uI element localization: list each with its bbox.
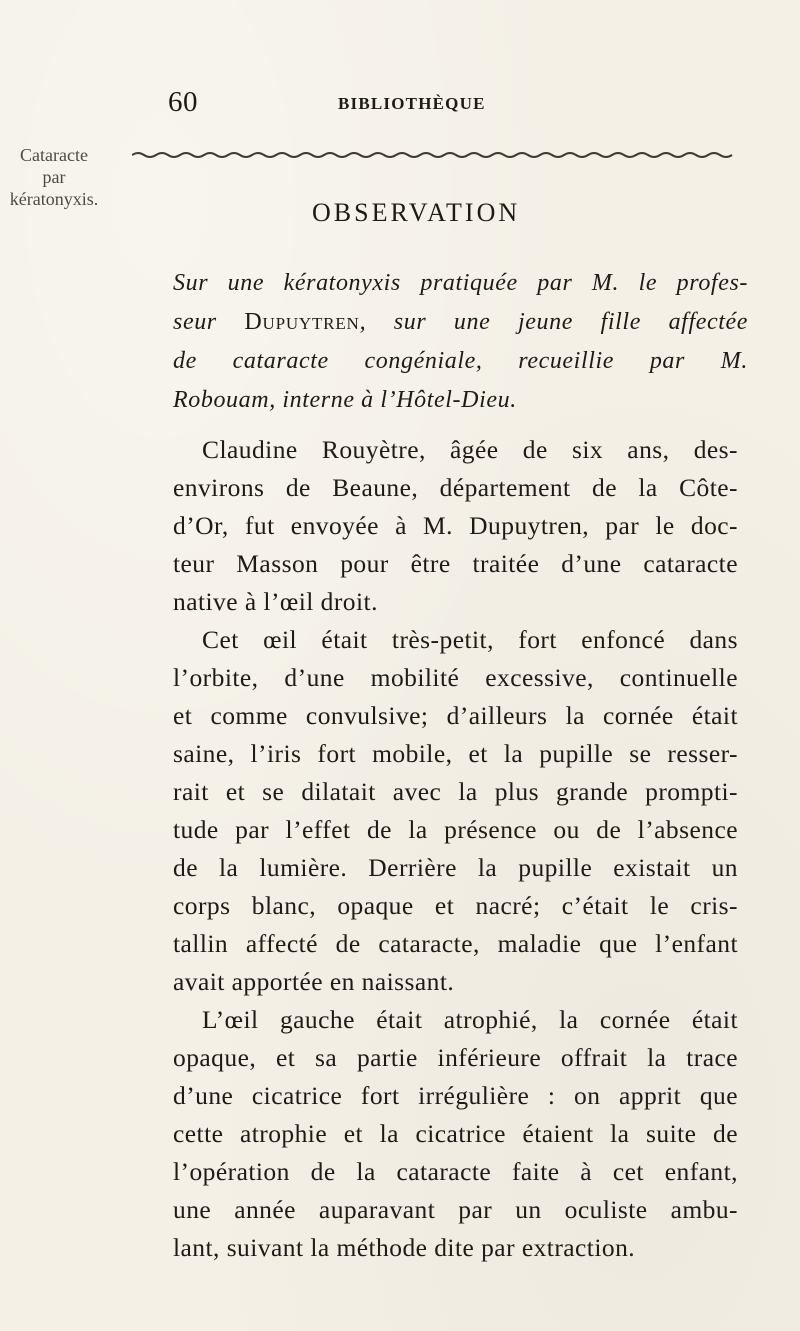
body-line: Claudine Rouyètre, âgée de six ans, des-	[202, 435, 738, 464]
observation-summary	[173, 264, 748, 420]
body-text	[173, 431, 738, 1267]
body-line: rait et se dilatait avec la plus grande prompti-	[173, 777, 738, 806]
observation-title: OBSERVATION	[312, 198, 521, 227]
margin-note-line: Cataracte	[20, 145, 88, 165]
body-line: corps blanc, opaque et nacré; c’était le cris-	[173, 891, 738, 920]
body-line: native à l’œil droit.	[173, 587, 378, 616]
surgeon-name: Dupuytren	[244, 309, 360, 335]
body-line: environs de Beaune, département de la Côte-	[173, 473, 738, 502]
body-line: teur Masson pour être traitée d’une cataracte	[173, 549, 738, 578]
body-line: cette atrophie et la cicatrice étaient la suite de	[173, 1119, 738, 1148]
margin-note	[6, 144, 102, 210]
body-line: tude par l’effet de la présence ou de l’absence	[173, 815, 738, 844]
body-line: d’une cicatrice fort irrégulière : on apprit que	[173, 1081, 738, 1110]
body-line: l’opération de la cataracte faite à cet enfant,	[173, 1157, 738, 1186]
decorative-rule	[132, 151, 734, 159]
body-line: L’œil gauche était atrophié, la cornée était	[202, 1005, 738, 1034]
summary-line-fragment: seur	[173, 309, 245, 335]
body-line: de la lumière. Derrière la pupille existait un	[173, 853, 738, 882]
body-line: saine, l’iris fort mobile, et la pupille se resser-	[173, 739, 738, 768]
page-number: 60	[168, 86, 198, 118]
body-line: avait apportée en naissant.	[173, 967, 455, 996]
body-line: lant, suivant la méthode dite par extraction.	[173, 1233, 636, 1262]
summary-line: Sur une kératonyxis pratiquée par M. le profes-	[173, 270, 748, 296]
page-header	[0, 88, 800, 128]
margin-note-line: kératonyxis.	[9, 189, 99, 209]
body-line: une année auparavant par un oculiste ambu-	[173, 1195, 738, 1224]
body-line: opaque, et sa partie inférieure offrait la trace	[173, 1043, 738, 1072]
body-line: Cet œil était très-petit, fort enfoncé dans	[202, 625, 738, 654]
margin-note-line: par	[42, 167, 66, 187]
body-line: tallin affecté de cataracte, maladie que l’enfant	[173, 929, 738, 958]
body-line: d’Or, fut envoyée à M. Dupuytren, par le doc-	[173, 511, 738, 540]
summary-line-fragment: , sur une jeune fille affectée	[359, 309, 748, 335]
summary-line: Robouam, interne à l’Hôtel-Dieu.	[173, 387, 517, 413]
body-line: l’orbite, d’une mobilité excessive, continuelle	[173, 663, 738, 692]
summary-line	[173, 303, 748, 342]
summary-line: de cataracte congéniale, recueillie par M.	[173, 348, 748, 374]
running-head: BIBLIOTHÈQUE	[338, 94, 486, 113]
body-line: et comme convulsive; d’ailleurs la cornée était	[173, 701, 738, 730]
